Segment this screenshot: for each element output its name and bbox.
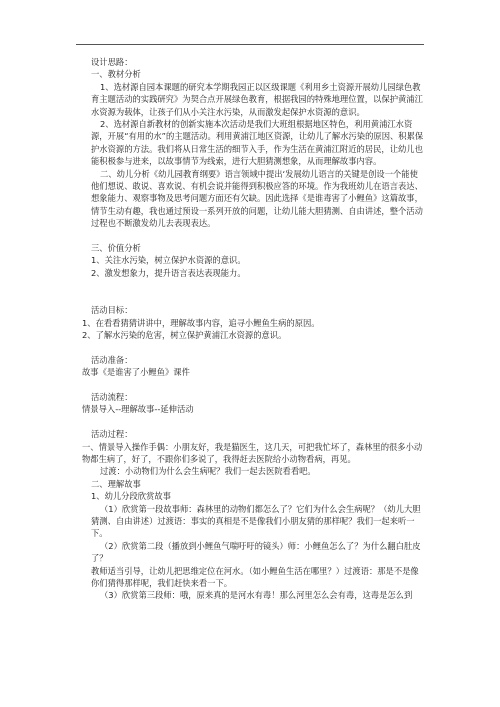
paragraph: 二、幼儿分析《幼儿园教育纲要》语言领域中提出‘发展幼儿语言的关键是创设一个能使他们想说、敢说、喜欢说、有机会说并能得到积极应答的环境。作为我班幼儿在语言表达、想象能力、观察事物及思考问题方面还有欠缺。因此选择《是谁毒害了小鲤鱼》这篇故事，情节生动有趣，我也通过预设一系列开放的问题，让幼儿能大胆猜测、自由讲述，整个活动过程也不断激发幼儿去表现表达。 [91, 168, 423, 229]
design-title: 设计思路： [91, 57, 133, 67]
prep-title: 活动准备： [91, 354, 133, 365]
section-title: 二、理解故事 [91, 478, 141, 489]
paragraph: （1）欣赏第一段故事师：森林里的动物们都怎么了？它们为什么会生病呢？（幼儿大胆猜测、自由讲述）过渡语：事实的真相是不是像我们小朋友猜的那样呢？我们一起来听一下。 [91, 503, 421, 539]
section-title: 三、价值分析 [91, 243, 141, 254]
paragraph: （3）欣赏第三段师：哦，原来真的是河水有毒！那么河里怎么会有毒，这毒是怎么到 [100, 590, 413, 601]
list-item: 2、了解水污染的危害，树立保护黄浦江水资源的意识。 [82, 329, 287, 340]
prep-text: 故事《是谁害了小鲤鱼》课件 [82, 367, 190, 378]
paragraph: 教师适当引导，让幼儿把思维定位在河水。（如小鲤鱼生活在哪里？）过渡语：那是不是像你们猜得那样呢，我们赶快来看一下。 [91, 565, 419, 588]
document-body [82, 56, 425, 602]
paragraph: 1、选材源自园本课题的研究本学期我园正以区级课题《利用乡土资源开展幼儿园绿色教育主题活动的实践研究》为契合点开展绿色教育，根据我园的特殊地理位置，以保护黄浦江水资源为载体，让孩子们从小关注水污染，从而激发起保护水资源的意识。 [91, 81, 423, 117]
section-title: 一、教材分析 [91, 69, 141, 80]
process-title: 活动过程： [91, 429, 133, 440]
flow-title: 活动流程： [91, 391, 133, 402]
list-item: 1、在看看猜猜讲讲中，理解故事内容，追寻小鲤鱼生病的原因。 [82, 317, 320, 328]
paragraph: 2、选材源自新教材的创新实施本次活动是我们大班组根据地区特色，利用黄浦江水资源，开展“有用的水”的主题活动。利用黄浦江地区资源，让幼儿了解水污染的原因、积累保护水资源的方法。我们将从日常生活的细节入手，作为生活在黄浦江附近的居民，让幼儿也能积极参与进来，以故事情节为线索，进行大胆猜测想象，从而理解故事内容。 [91, 119, 424, 167]
list-item: 1、关注水污染，树立保护水资源的意识。 [91, 255, 246, 266]
goal-title: 活动目标： [91, 305, 133, 316]
list-item: 2、激发想象力，提升语言表达表现能力。 [91, 267, 246, 278]
paragraph: 一、情景导入操作手偶：小朋友好，我是猫医生，这几天，可把我忙坏了，森林里的很多小动物都生病了，好了，不跟你们多说了，我得赶去医院给小动物看病，再见。 [82, 441, 423, 464]
flow-text: 情景导入--理解故事--延伸活动 [82, 404, 194, 415]
header-rule [76, 44, 424, 45]
list-item: 1、幼儿分段欣赏故事 [91, 491, 171, 502]
paragraph: 过渡：小动物们为什么会生病呢？我们一起去医院看看吧。 [100, 466, 316, 477]
paragraph: （2）欣赏第二段（播放到小鲤鱼气喘吁吁的镜头）师：小鲤鱼怎么了？为什么翻白肚皮了？ [91, 540, 421, 564]
